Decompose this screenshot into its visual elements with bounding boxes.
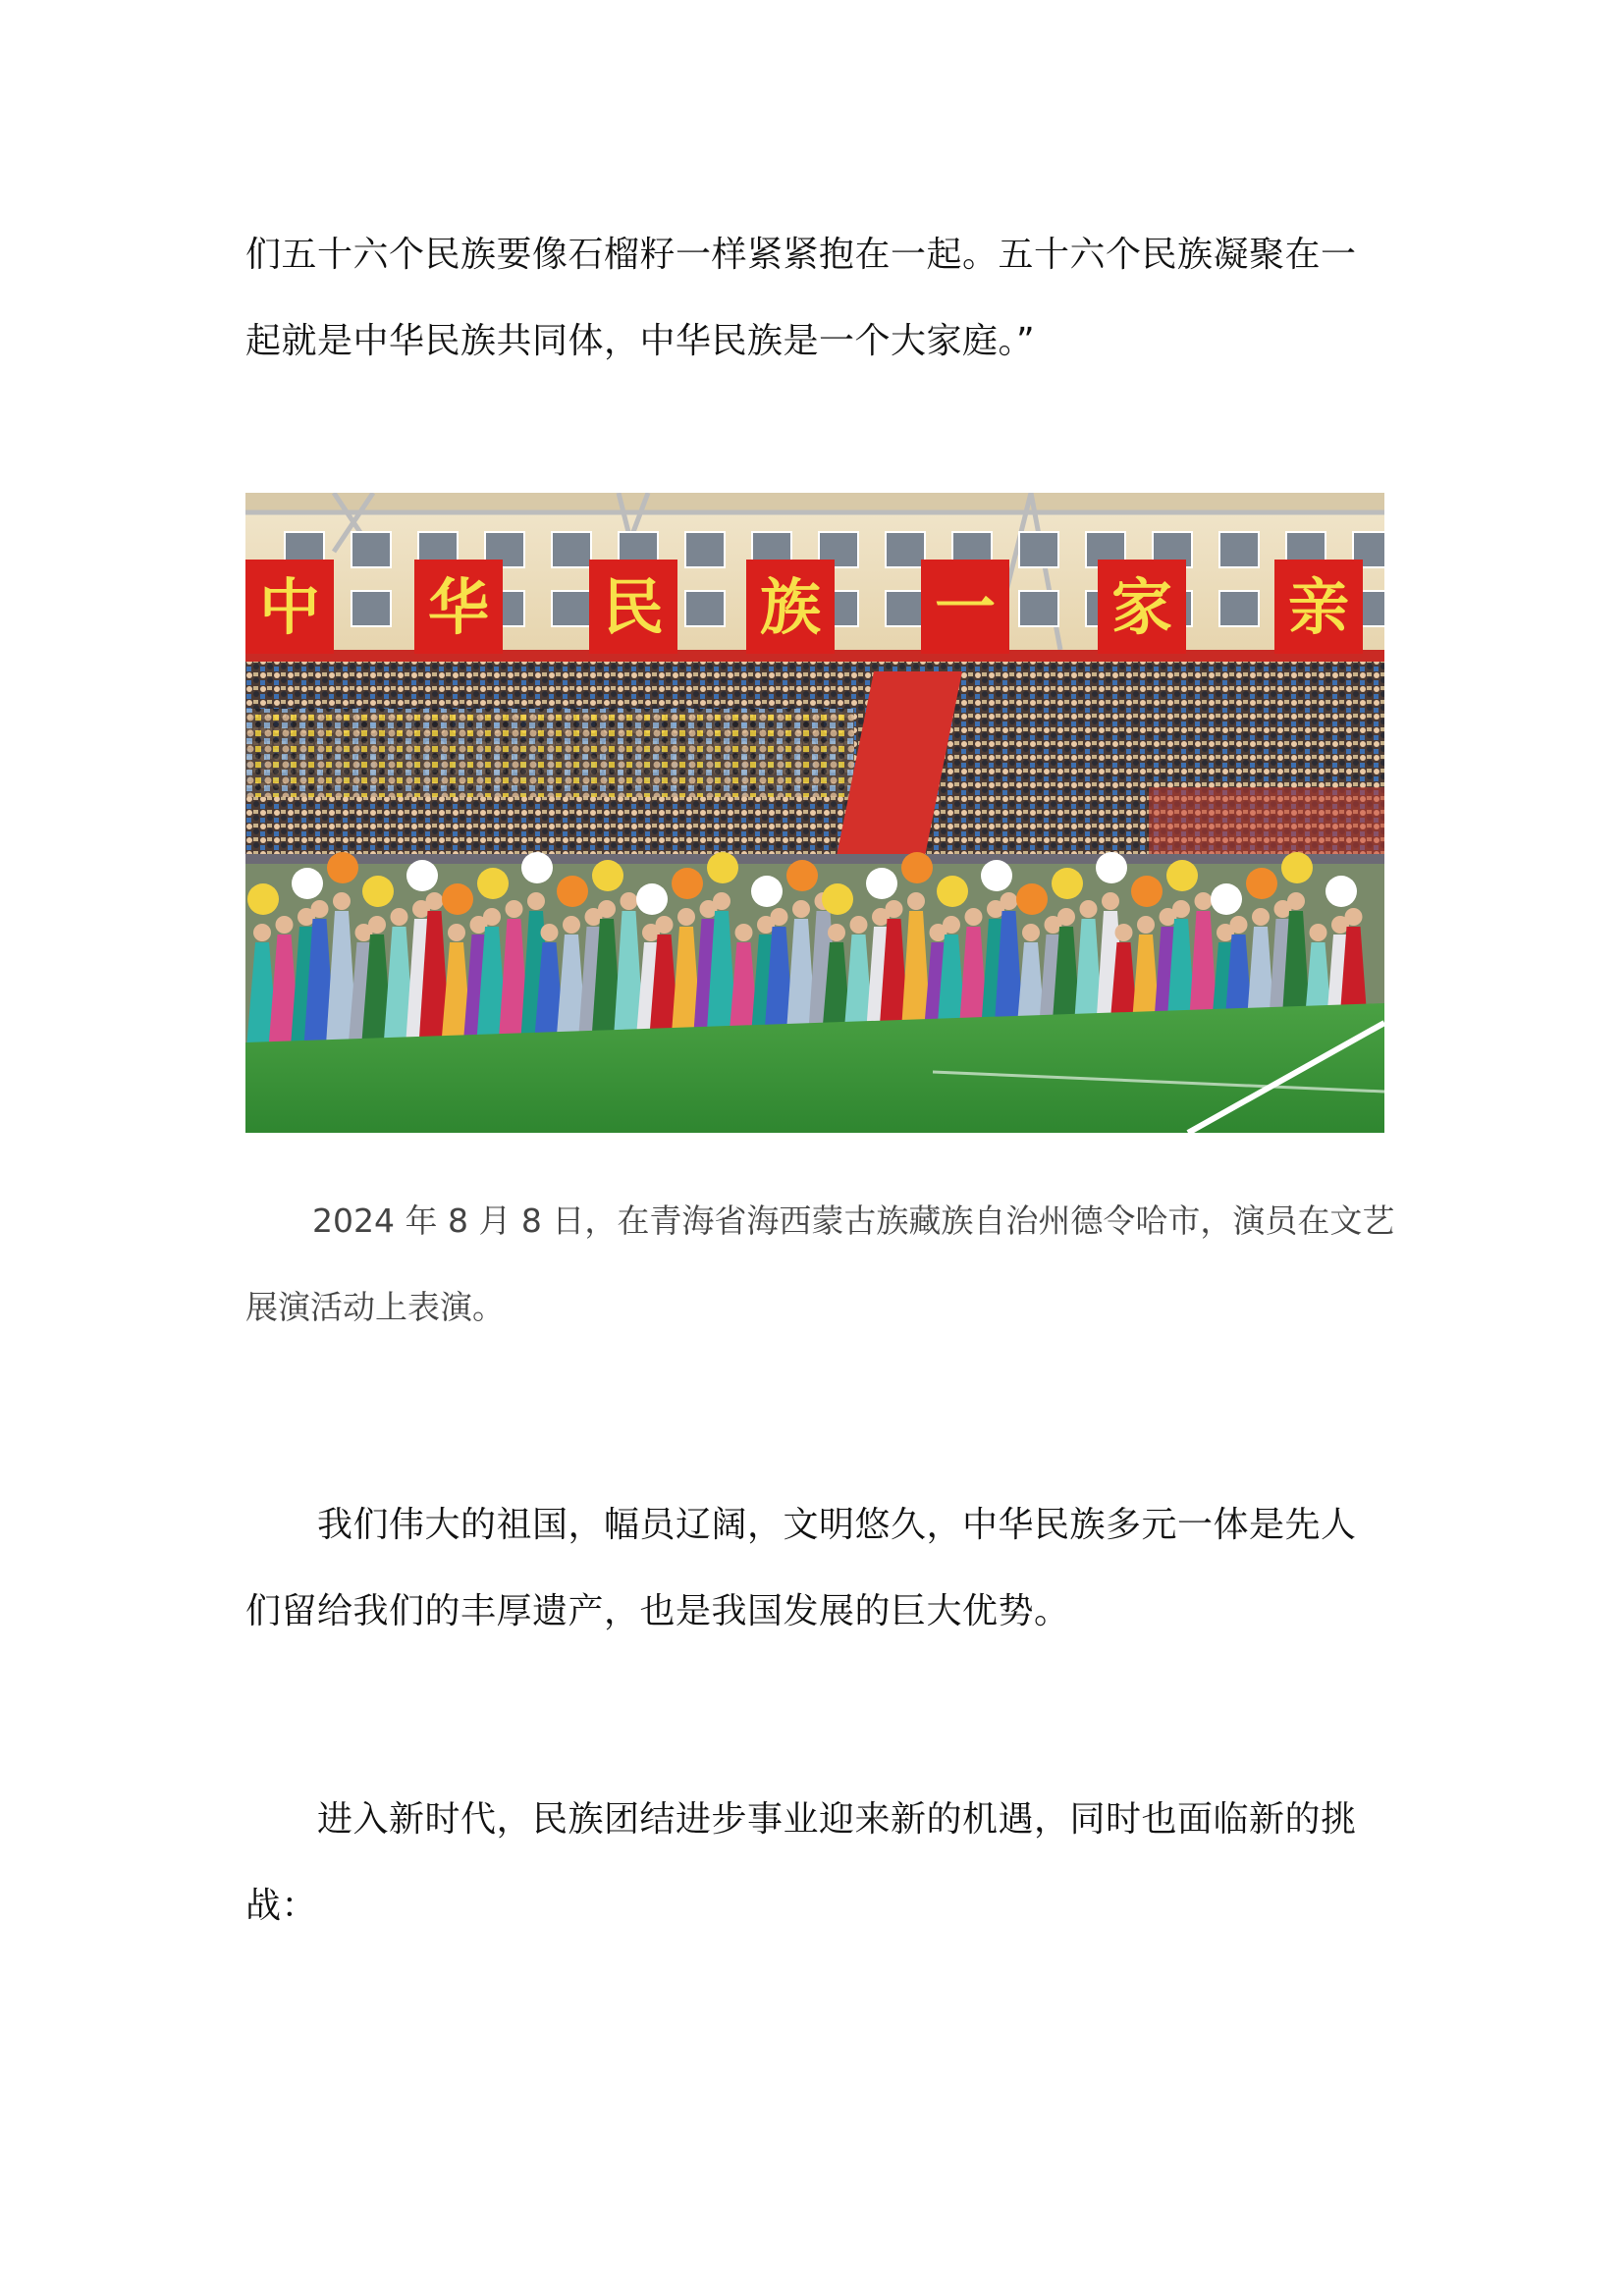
flower-bouquet [1211,883,1242,915]
performer-head [1057,908,1075,926]
flower-bouquet [1096,852,1127,883]
flower-bouquet [327,852,358,883]
paragraph-line: 我们伟大的祖国，幅员辽阔，文明悠久，中华民族多元一体是先人 [245,1505,1357,1545]
festival-photo [245,493,1384,1133]
caption-line: 2024 年 8 月 8 日，在青海省海西蒙古族藏族自治州德令哈市，演员在文艺 [312,1201,1395,1240]
building-window [1219,532,1259,567]
performer-head [713,892,730,910]
banner-character: 一 [934,571,997,643]
flower-bouquet [937,876,968,907]
paragraph-line: 起就是中华民族共同体，中华民族是一个大家庭。” [245,321,1036,361]
performer-head [886,900,903,918]
performer-head [1252,908,1270,926]
performer-head [333,892,351,910]
flower-bouquet [247,883,279,915]
performer-head [598,900,616,918]
heritage-paragraph [245,1482,1384,1655]
performer-head [677,908,695,926]
performer-head [850,916,868,934]
building-window [552,591,591,626]
building-window [552,532,591,567]
flower-bouquet [1246,868,1277,899]
flower-bouquet [707,852,738,883]
flower-bouquet [477,868,509,899]
performer-head [448,924,465,941]
performer-head [1001,892,1018,910]
performer-head [391,908,408,926]
paragraph-line: 们五十六个民族要像石榴籽一样紧紧抱在一起。五十六个民族凝聚在一 [245,235,1357,275]
flower-bouquet [1166,860,1198,891]
flower-bouquet [901,852,933,883]
photo-caption [245,1178,1395,1351]
performer-head [1310,924,1327,941]
banner-character: 中 [258,571,321,643]
performer-head [621,892,638,910]
performer-head [792,900,810,918]
performer-head [1345,908,1363,926]
performer-head [656,916,674,934]
performer-head [1080,900,1098,918]
building-window [685,532,725,567]
building-window [685,591,725,626]
paragraph-line: 进入新时代，民族团结进步事业迎来新的机遇，同时也面临新的挑 [245,1799,1357,1840]
paragraph-line: 战： [245,1886,318,1926]
performer-head [483,908,501,926]
flower-bouquet [672,868,703,899]
performer-head [426,892,444,910]
flower-bouquet [866,868,897,899]
performer-head [828,924,845,941]
flower-bouquet [362,876,394,907]
building-window [1019,532,1058,567]
performer-head [563,916,580,934]
performer-head [1172,900,1190,918]
performer-head [1230,916,1248,934]
flower-bouquet [442,883,473,915]
performer-head [943,916,960,934]
banner-character: 华 [427,571,490,643]
building-window [352,532,391,567]
performer-head [541,924,559,941]
performer-head [1115,924,1133,941]
paragraph-line: 们留给我们的丰厚遗产，也是我国发展的巨大优势。 [245,1591,1070,1631]
performer-head [276,916,294,934]
performer-head [527,892,545,910]
intro-paragraph [245,212,1384,385]
building-window [886,591,925,626]
performer-head [965,908,983,926]
flower-bouquet [1052,868,1083,899]
building-window [1219,591,1259,626]
flower-bouquet [557,876,588,907]
performer-head [1287,892,1305,910]
building-window [352,591,391,626]
flower-bouquet [981,860,1012,891]
banner-character: 族 [759,571,822,643]
flower-bouquet [292,868,323,899]
banner-character: 家 [1110,571,1173,643]
performer-head [907,892,925,910]
flower-bouquet [751,876,783,907]
performer-head [368,916,386,934]
building-window [886,532,925,567]
flower-bouquet [1016,883,1048,915]
caption-line: 展演活动上表演。 [245,1288,505,1326]
performer-head [1022,924,1040,941]
flower-bouquet [786,860,818,891]
flower-bouquet [1281,852,1313,883]
flower-bouquet [521,852,553,883]
performer-head [311,900,329,918]
flower-bouquet [1131,876,1163,907]
flower-bouquet [406,860,438,891]
performer-head [1195,892,1213,910]
flower-bouquet [1325,876,1357,907]
flower-bouquet [636,883,668,915]
banner-character: 亲 [1287,571,1350,643]
banner-character: 民 [602,571,665,643]
flower-bouquet [592,860,623,891]
performer-head [253,924,271,941]
performer-head [506,900,523,918]
new-era-paragraph [245,1777,1384,1949]
performer-head [1102,892,1119,910]
performer-head [1137,916,1155,934]
building-window [1019,591,1058,626]
flower-bouquet [822,883,853,915]
performer-head [771,908,788,926]
performer-head [735,924,753,941]
